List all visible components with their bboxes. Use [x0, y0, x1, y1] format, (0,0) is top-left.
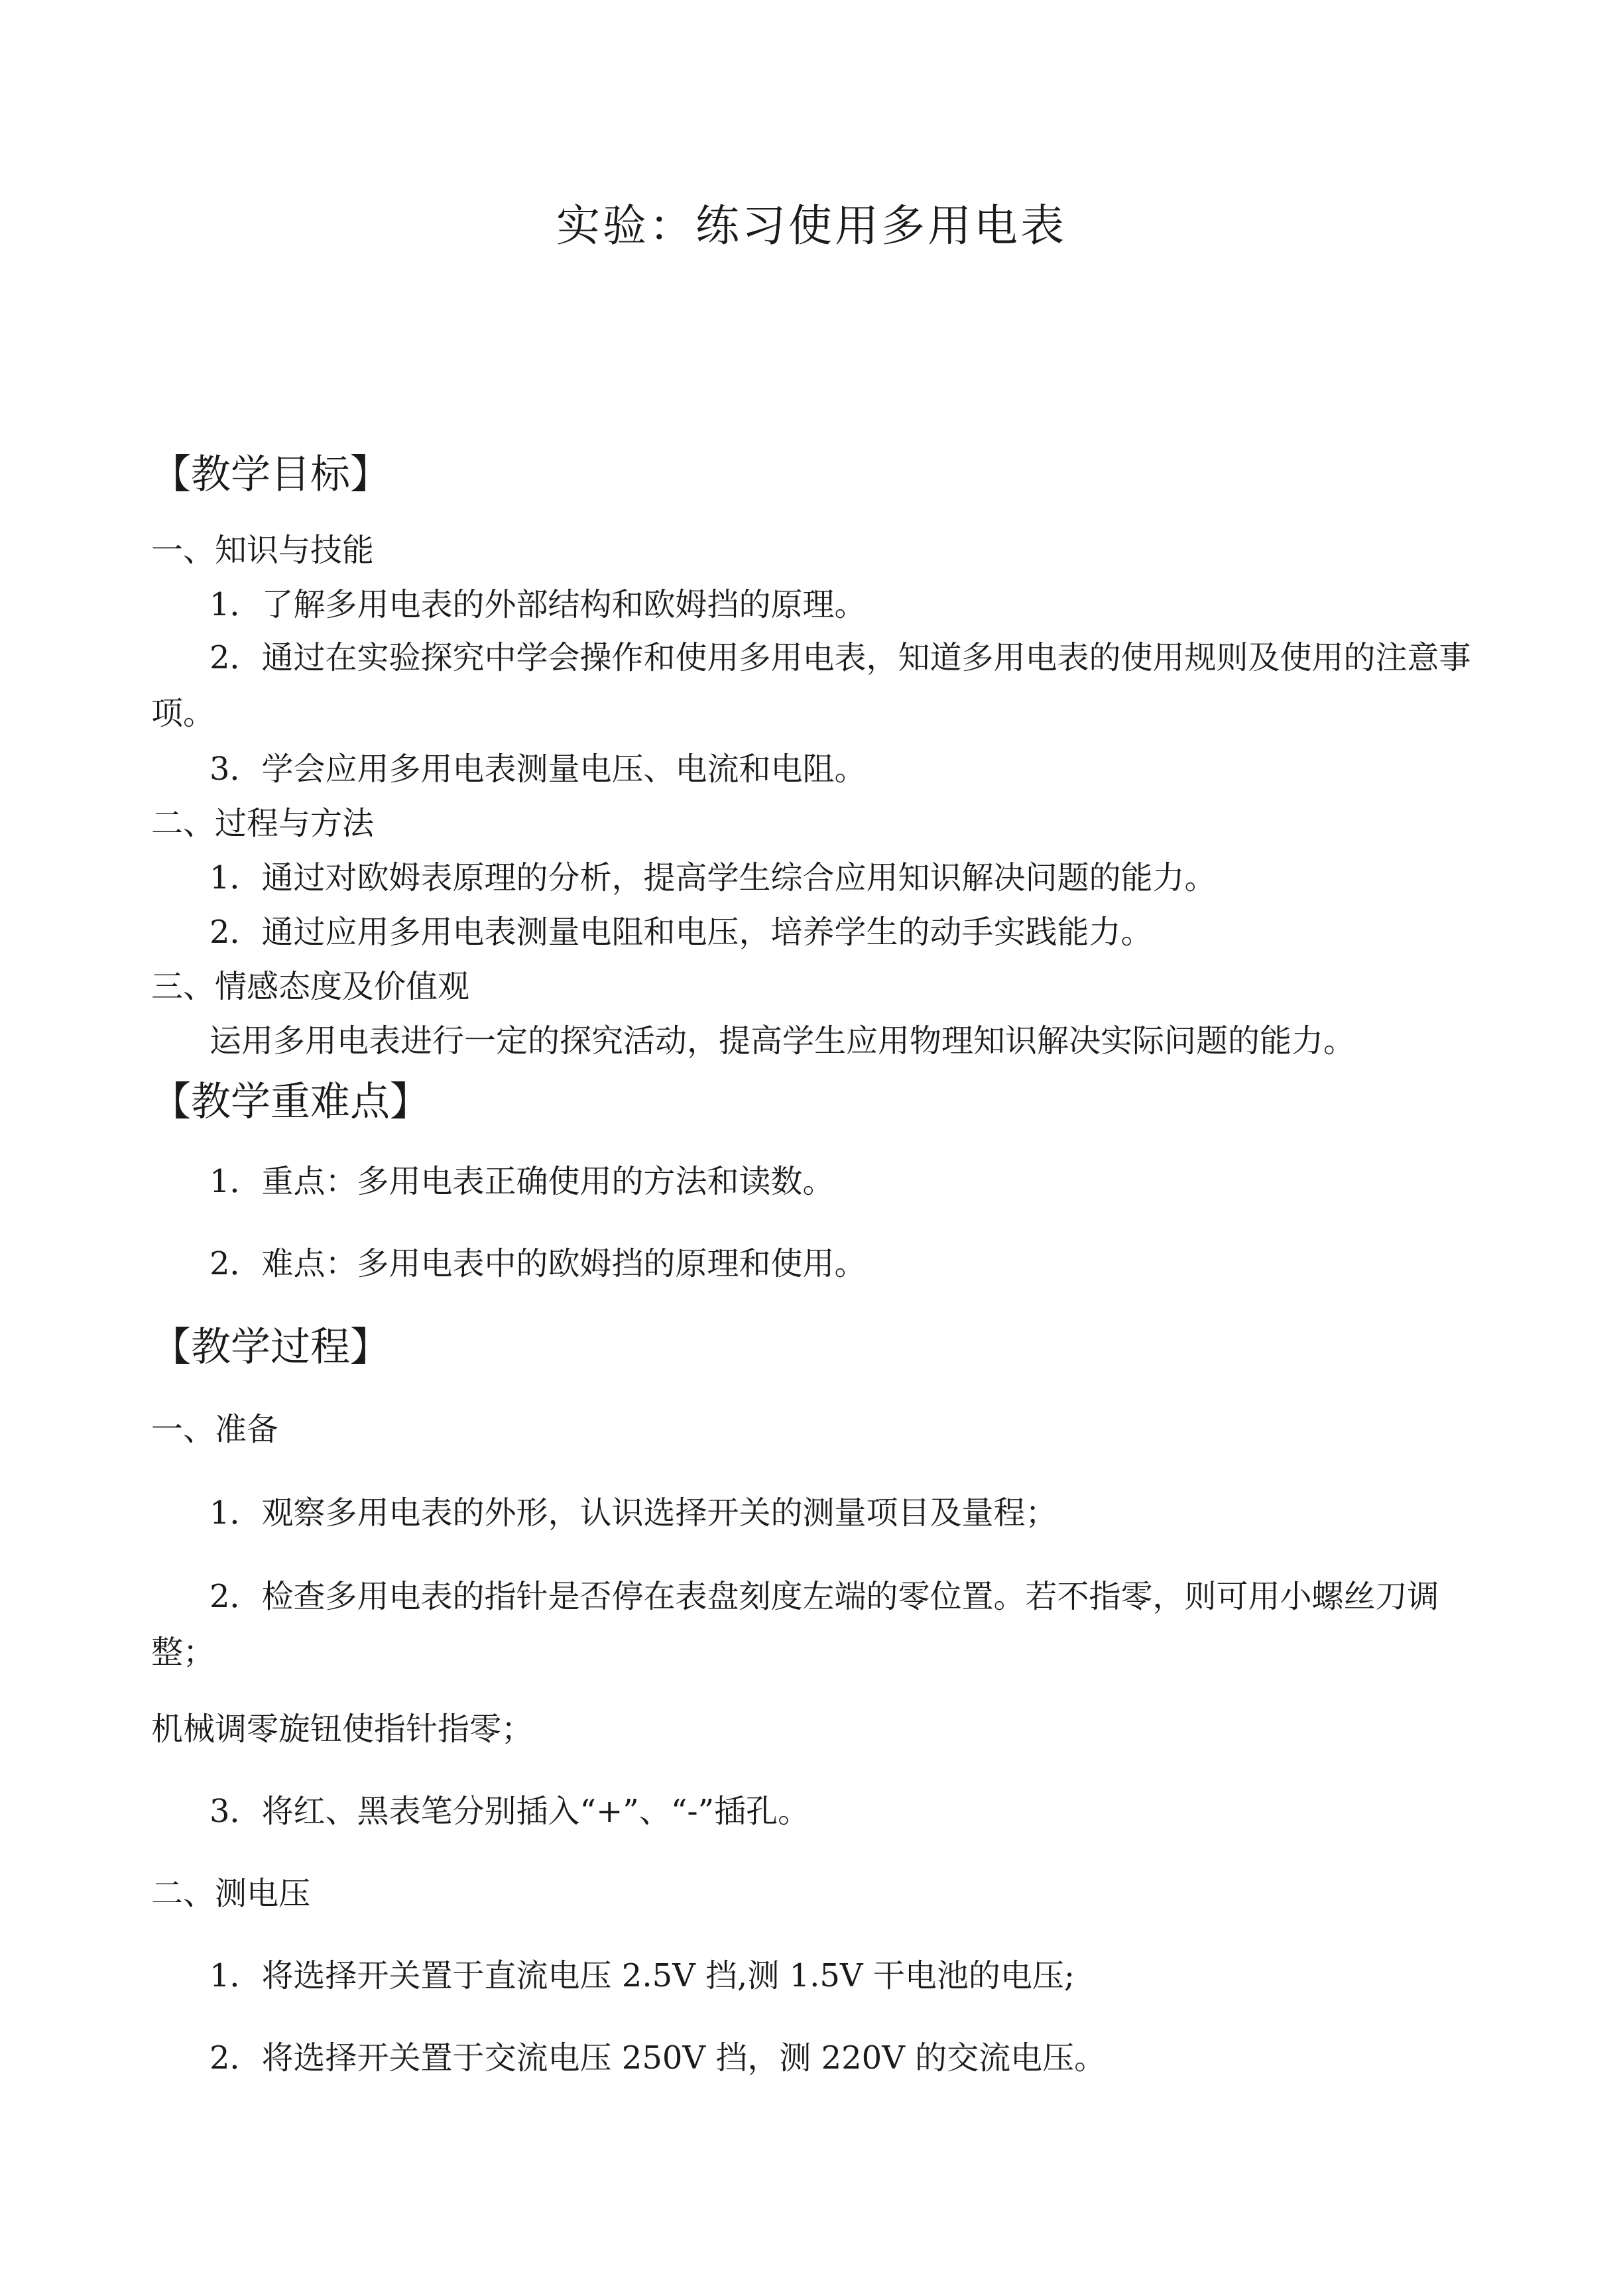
voltage-item-1: 1．将选择开关置于直流电压 2.5V 挡,测 1.5V 干电池的电压; — [210, 1957, 1075, 1994]
subheading-process: 二、过程与方法 — [151, 805, 375, 842]
section-heading-key-points: 【教学重难点】 — [151, 1079, 430, 1125]
knowledge-item-1: 1．了解多用电表的外部结构和欧姆挡的原理。 — [210, 586, 867, 623]
process-item-1: 1．通过对欧姆表原理的分析，提高学生综合应用知识解决问题的能力。 — [210, 859, 1217, 896]
subheading-prepare: 一、准备 — [151, 1411, 279, 1448]
key-point-2: 2．难点：多用电表中的欧姆挡的原理和使用。 — [210, 1245, 867, 1282]
knowledge-item-3: 3．学会应用多用电表测量电压、电流和电阻。 — [210, 751, 867, 788]
section-heading-procedure: 【教学过程】 — [151, 1324, 390, 1370]
key-point-1: 1．重点：多用电表正确使用的方法和读数。 — [210, 1163, 835, 1200]
subheading-knowledge: 一、知识与技能 — [151, 532, 375, 569]
prepare-item-1: 1．观察多用电表的外形，认识选择开关的测量项目及量程； — [210, 1494, 1057, 1532]
page-title: 实验：练习使用多用电表 — [556, 200, 1067, 251]
section-heading-objectives: 【教学目标】 — [151, 452, 390, 498]
subheading-voltage: 二、测电压 — [151, 1875, 311, 1912]
subheading-attitude: 三、情感态度及价值观 — [151, 968, 470, 1005]
knowledge-item-2: 2．通过在实验探究中学会操作和使用多用电表，知道多用电表的使用规则及使用的注意事项。 — [151, 639, 1471, 732]
process-item-2: 2．通过应用多用电表测量电阻和电压，培养学生的动手实践能力。 — [210, 914, 1153, 951]
prepare-item-2: 2．检查多用电表的指针是否停在表盘刻度左端的零位置。若不指零，则可用小螺丝刀调整； — [151, 1578, 1439, 1671]
voltage-item-2: 2．将选择开关置于交流电压 250V 挡，测 220V 的交流电压。 — [210, 2039, 1107, 2077]
prepare-item-3: 机械调零旋钮使指针指零； — [151, 1711, 534, 1748]
prepare-item-4: 3．将红、黑表笔分别插入“+”、“-”插孔。 — [210, 1793, 810, 1830]
attitude-text: 运用多用电表进行一定的探究活动，提高学生应用物理知识解决实际问题的能力。 — [210, 1022, 1356, 1059]
